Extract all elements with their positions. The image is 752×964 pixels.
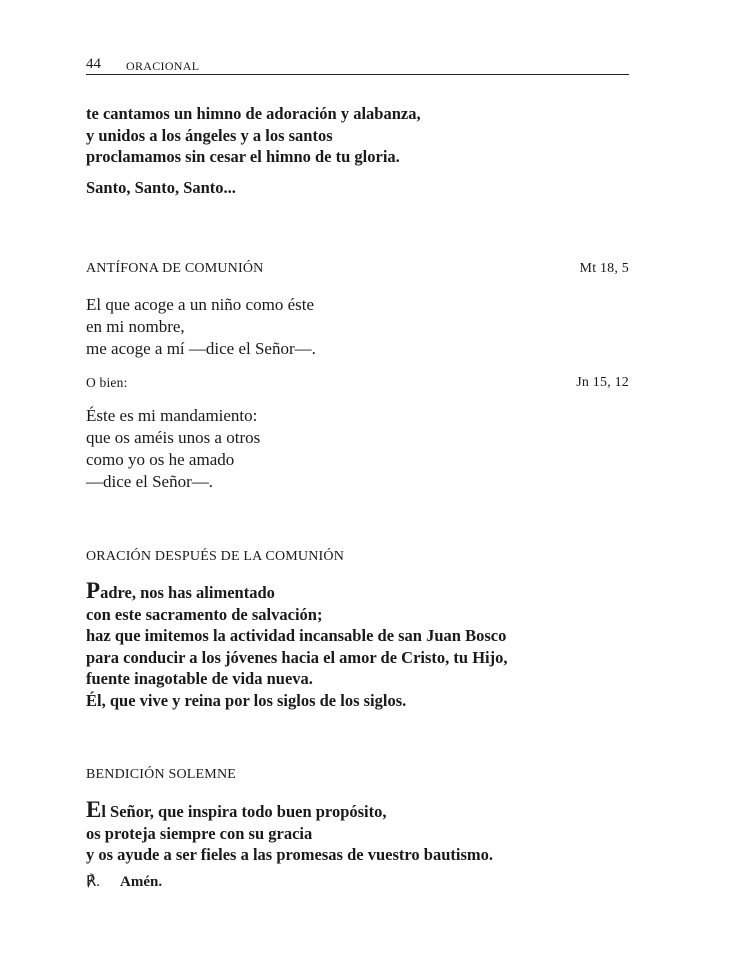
page-number: 44 <box>86 56 101 72</box>
text-line: haz que imitemos la actividad incansable de san Juan Bosco <box>86 626 507 645</box>
alternative-label-row <box>86 375 629 395</box>
text-line: que os améis unos a otros <box>86 428 261 447</box>
sanctus-acclamation <box>86 177 631 199</box>
drop-cap: E <box>86 797 102 822</box>
alternative-label: O bien: <box>86 375 128 390</box>
text-line: fuente inagotable de vida nueva. <box>86 669 313 688</box>
alternative-antiphon-text <box>86 405 631 493</box>
section-heading: BENDICIÓN SOLEMNE <box>86 767 237 782</box>
response-line <box>86 872 162 891</box>
text-line <box>86 578 631 604</box>
text-line: como yo os he amado <box>86 450 235 469</box>
scripture-reference: Mt 18, 5 <box>579 261 629 276</box>
text-line: me acoge a mí —dice el Señor—. <box>86 339 316 358</box>
section-heading: ANTÍFONA DE COMUNIÓN <box>86 261 264 276</box>
text-line: con este sacramento de salvación; <box>86 604 323 624</box>
text-line: Santo, Santo, Santo... <box>86 178 236 197</box>
text-line: te cantamos un himno de adoración y alabanza, <box>86 104 421 123</box>
solemn-blessing-text <box>86 797 631 866</box>
drop-cap: P <box>86 578 101 603</box>
text-line: proclamamos sin cesar el himno de tu gloria. <box>86 147 400 166</box>
first-line-text: adre, nos has alimentado <box>100 583 275 602</box>
text-line <box>86 797 631 823</box>
section-heading-solemn-blessing <box>86 767 629 787</box>
text-line: Éste es mi mandamiento: <box>86 406 258 425</box>
preface-text <box>86 103 631 168</box>
text-line: y os ayude a ser fieles a las promesas de vuestro bautismo. <box>86 845 494 864</box>
text-line: El que acoge a un niño como éste <box>86 295 315 314</box>
text-line: en mi nombre, <box>86 317 185 336</box>
scripture-reference: Jn 15, 12 <box>576 375 629 390</box>
post-communion-prayer <box>86 578 631 711</box>
text-line: os proteja siempre con su gracia <box>86 823 313 843</box>
response-text: Amén. <box>120 874 163 890</box>
section-heading-post-communion <box>86 549 629 569</box>
page-header <box>86 54 629 75</box>
first-line-text: l Señor, que inspira todo buen propósito, <box>101 802 387 821</box>
response-symbol: ℟. <box>86 874 101 890</box>
section-heading: ORACIÓN DESPUÉS DE LA COMUNIÓN <box>86 549 345 564</box>
antiphon-text <box>86 294 631 360</box>
text-line: —dice el Señor—. <box>86 472 213 491</box>
text-line: para conducir a los jóvenes hacia el amor de Cristo, tu Hijo, <box>86 647 508 667</box>
running-title: ORACIONAL <box>126 59 200 73</box>
text-line: Él, que vive y reina por los siglos de los siglos. <box>86 690 407 710</box>
text-line: y unidos a los ángeles y a los santos <box>86 125 333 145</box>
section-heading-communion-antiphon <box>86 261 629 281</box>
